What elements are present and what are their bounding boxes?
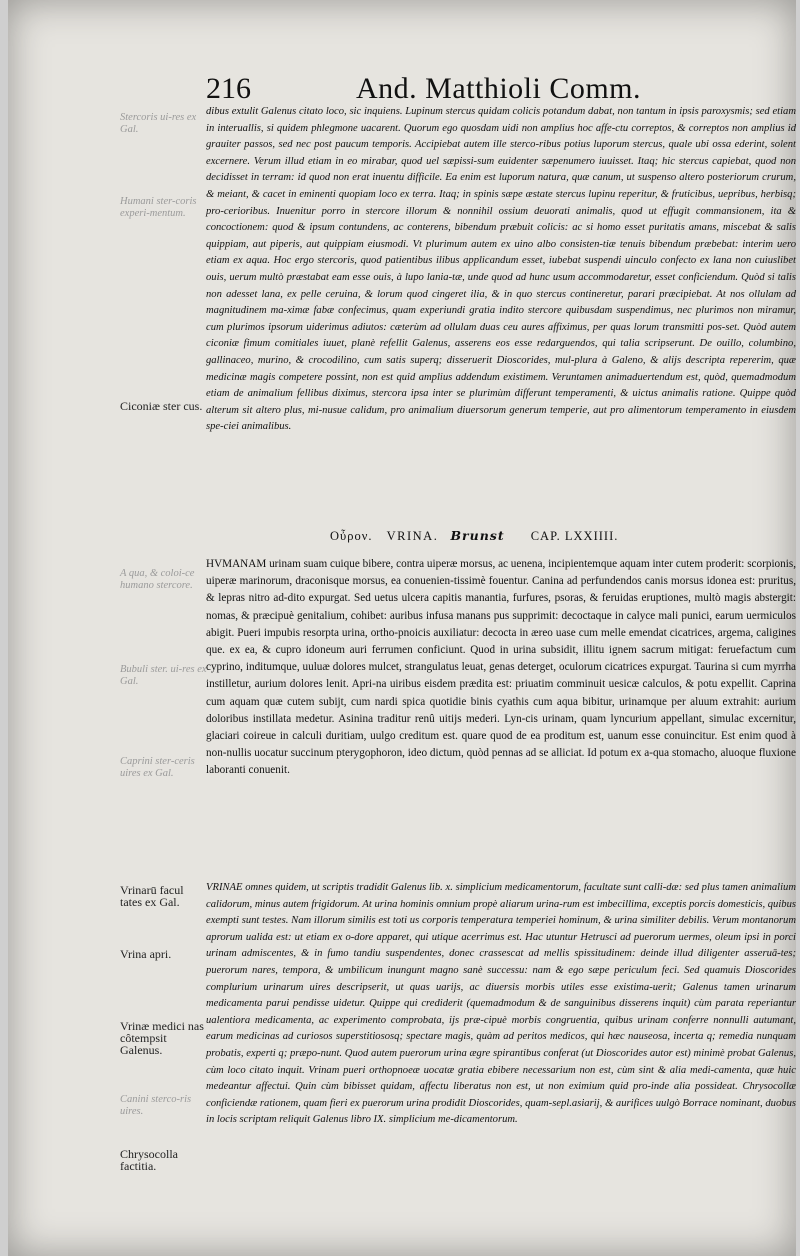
commentary-section bbox=[206, 880, 796, 1129]
chapter-title: VRINA. bbox=[386, 529, 439, 543]
margin-note: Caprini ster-ceris uires ex Gal. bbox=[120, 756, 195, 779]
paragraph: VRINAE omnes quidem, ut scriptis tradidit Galenus lib. x. simplicium medicamentorum, facultate sunt calli-dæ: sed plus tamen animalium calidorum, minus autem frigidorum. At urina hominis omnium propè aliarum urina-rum est imbecillima, exceptis porcis domesticis, quibus exempti sunt testes. Nam illorum similis est toti us corporis temperatura temperiei hominum, & urina similiter debilis. Verum montanorum aprorum ualida est: ut etiam ex o-dore apparet, qui utique acerrimus est. Hac utuntur Hetrusci ad puerorum uermes, oleum ipsi in porci urinam admiscentes, & in fumo tandiu suspendentes, donec crassescat ad mellis spissitudinem: deinde illud diligenter asseruā-tes; puerorum nares, tempora, & umbilicum inungunt magno sanè successu: nam & ego sæpe periculum feci. Sed quamuis Dioscorides complurium urinarum uires descripserit, ut quas uarijs, ac diuersis morbis utiles esse existima-uerit; Galenus tamen urinarum medicamenta parui pendisse uidetur. Quippe qui crediderit (quemadmodum & de sanguinibus disserens inquit) cùm parata reperiantur ualentiora medicamenta, ac experimento comprobata, ijs præ-cipuè morbis congruentia, quibus urinam conferre nonnulli autumant, earum medicinas ad curiosos superstitiososq; spectare magis, quàm ad peritos medicos, qui hæc nauseosa, incerta q; remedia nunquam probatis, experti q; præpo-nunt. Quod autem puerorum urina ægre spirantibus conferat (ut Dioscorides autor est) minimè probat Galenus, cùm loco citato inquit. Vrinam pueri orthopnoeæ uocatæ gratia ebibere necessarium non est, cùm sint & alia medi-camenta, quæ huic medeantur affectui. Quin cùm bibisset quidam, affectu liberatus non est, ut non eximium quid pro-inde alia possideat. Chrysocollæ conficiendæ rationem, quam fieri ex puerorum urina prodidit Dioscorides, quam-sepl.asiarij, & aurifices uulgò Borrace nominant, duobus in locis scriptam reliquit Galenus libro IX. simplicium me-dicamentorum. bbox=[206, 882, 796, 1126]
margin-note: Stercoris ui-res ex Gal. bbox=[120, 112, 197, 135]
commentary-section bbox=[206, 104, 796, 436]
margin-note: Vrinæ medici nas côtempsit Galenus. bbox=[120, 1019, 204, 1057]
paragraph: HVMANAM urinam suam cuique bibere, contra uiperæ morsus, ac uenena, incipientemque aquam inter cutem proderit: scorpionis, uiperæ marinorum, draconisque morsus, ea conuenien-tissimè fouentur. Canina ad perfundendos canis morsus idonea est: pruritus, & lepras nitro ad-dito expurgat. Sed uetus ulcera capitis manantia, furfures, psoras, & feruidas eruptiones, multò magis abstergit: nomas, & præcipuè genitalium, cohibet: auribus infusa manans pus supprimit: decoctaque in calyce mali punici, earum uermiculos abigit. Pueri impubis resorpta urina, ortho-pnoicis auxiliatur: decocta in æreo uase cum melle emendat cicatrices, argema, caligines que. ex ea, & cupro idoneum auri ferrumen conficiunt. Quod in urina subsidit, illitu ignem sacrum mitigat: feruefactum cum cyprino, inditumque, uuluæ dolores mulcet, strangulatus leuat, genas deterget, oculorum cicatrices expurgat. Taurina si cum myrrha instilletur, aurium dolores lenit. Apri-na uiribus eisdem prædita est: priuatim comminuit uesicæ calculos, & potu expellit. Caprina cum aquam quæ cutem subijt, cum nardi spica quotidie binis cyathis cum aqua bibitur, urinamque per aluum extrahit: aurium doloribus instillata medetur. Asinina traditur renû uitijs mederi. Lyn-cis urinam, quam lyncurium appellant, simulac excernitur, glaciari coireue in calculi duritiam, uulgo creditum est. quare quod de ea proditum est, uanum esse conuincitur. Est enim quod à non-nullis uocatur succinum pterygophoron, ideo dictum, quòd pennas ad se alliciat. Id potum ex a-qua stomacho, aluoque fluxione laboranti conuenit. bbox=[206, 558, 796, 777]
chapter-greek: Οὖρον. bbox=[330, 529, 373, 543]
margin-note: Vrinarū facul tates ex Gal. bbox=[120, 883, 184, 909]
margin-note: Chrysocolla factitia. bbox=[120, 1147, 178, 1173]
paragraph: dibus extulit Galenus citato loco, sic inquiens. Lupinum stercus quidam colicis potandum dabat, non tantum in ipsis paroxysmis; sed etiam in interuallis, si quidem phlegmone uacarent. Quorum ego quosdam uidi non amplius hoc affe-ctu correptos, & correptos non amplius id grauiter passos, sed nec post paucum temporis. Accipiebat autem ille sterco-ribus potius luporum stercus, quale ubi ossa ederint, solent excernere. Verum illud etiam in eo mirabar, quod uel sæpissi-sum euidenter sæpenumero iuuisset. Itaq; hic stercus capiebat, quod non decidisset in terram: id quod non erat inuentu difficile. Ea enim est luporum natura, quæ canum, ut suspenso altero posteriorum crurum, & meiant, & cacet in eminenti quopiam loco ex terra. Itaq; in spinis sæpe æstate stercus lupinu reperitur, & fruticibus, uepribus, herbisq; pro-cerioribus. Inuenitur porro in stercore illorum & nonnihil ossium deuorati animalis, quod ut effugit commansionem, ita & concoctionem: quod & ipsum contundens, ac conterens, bibendum præbuit colicis: ac si homo esset puritatis amans, miscebat & salis quippiam, aut piperis, aut quippiam eiusmodi. Vt plurimum autem ex uino albo consisten-tiæ tenuis bibendum præbebat: interim uero etiam ex aqua. Hoc ergo stercoris, quod patientibus ilibus applicandum esset, iubebat suspendi uinculo confecto ex lana non cuiuslibet ouis, uerum multò præstabat eam esse ouis, à lupo lania-tæ, unde quod ad hunc usum accommodaretur, esset conficiendum. Quòd si talis non adesset lana, ex pelle ceruina, & lorum quod cingeret ilia, & in quo stercus contineretur, parari præcipiebat. At nos ollulam ad magnitudinem ma-ximæ fabæ confecimus, quam experiundi gratia indito stercore quibusdam suspendimus, nec plurimos non miramur, cum plurimos ipsorum uiderimus adiutos: cæterùm ad ollulam duas ceu aures affiximus, per quas lorum transmitti pos-set. Quòd autem ciconiæ fimum comitiales iuuet, planè refellit Galenus, asserens eos esse redarguendos, qui talia scripserunt. De ouillo, columbino, gallinaceo, murino, & crocodilino, cum satis superq; disseruerit Dioscorides, mul-plura à Galeno, & alijs descripta repererim, quæ medicinæ magis competere possint, non est quid amplius addendum existimem. Veruntamen animaduertendum est, quòd, quemadmodum etiam de animalium fellibus diximus, stercora ipsa inter se plurimùm differunt temperamenti, & uictus animalis ratione. Quippe quòd alterum sit altero plus, mi-nusue calidum, pro animalium diuersorum generum temperie, aut pro alimentorum temperamento in eiusdem spe-ciei animalibus. bbox=[206, 106, 796, 433]
chapter-number: CAP. LXXIIII. bbox=[530, 529, 619, 543]
main-text-section bbox=[206, 556, 796, 780]
page-header bbox=[206, 72, 796, 106]
margin-note: Bubuli ster. ui-res ex Gal. bbox=[120, 664, 207, 687]
chapter-heading bbox=[330, 528, 710, 544]
margin-note: A qua, & coloi-ce humano stercore. bbox=[120, 568, 195, 591]
margin-note: Canini sterco-ris uires. bbox=[120, 1094, 192, 1117]
running-title: And. Matthioli Comm. bbox=[356, 72, 642, 105]
handwritten-annotation: Brunst bbox=[450, 528, 505, 543]
margin-note: Vrina apri. bbox=[120, 947, 172, 961]
book-page bbox=[8, 0, 796, 1256]
page-number: 216 bbox=[206, 72, 251, 105]
margin-note: Humani ster-coris experi-mentum. bbox=[120, 196, 197, 219]
margin-note: Ciconiæ ster cus. bbox=[120, 399, 203, 413]
